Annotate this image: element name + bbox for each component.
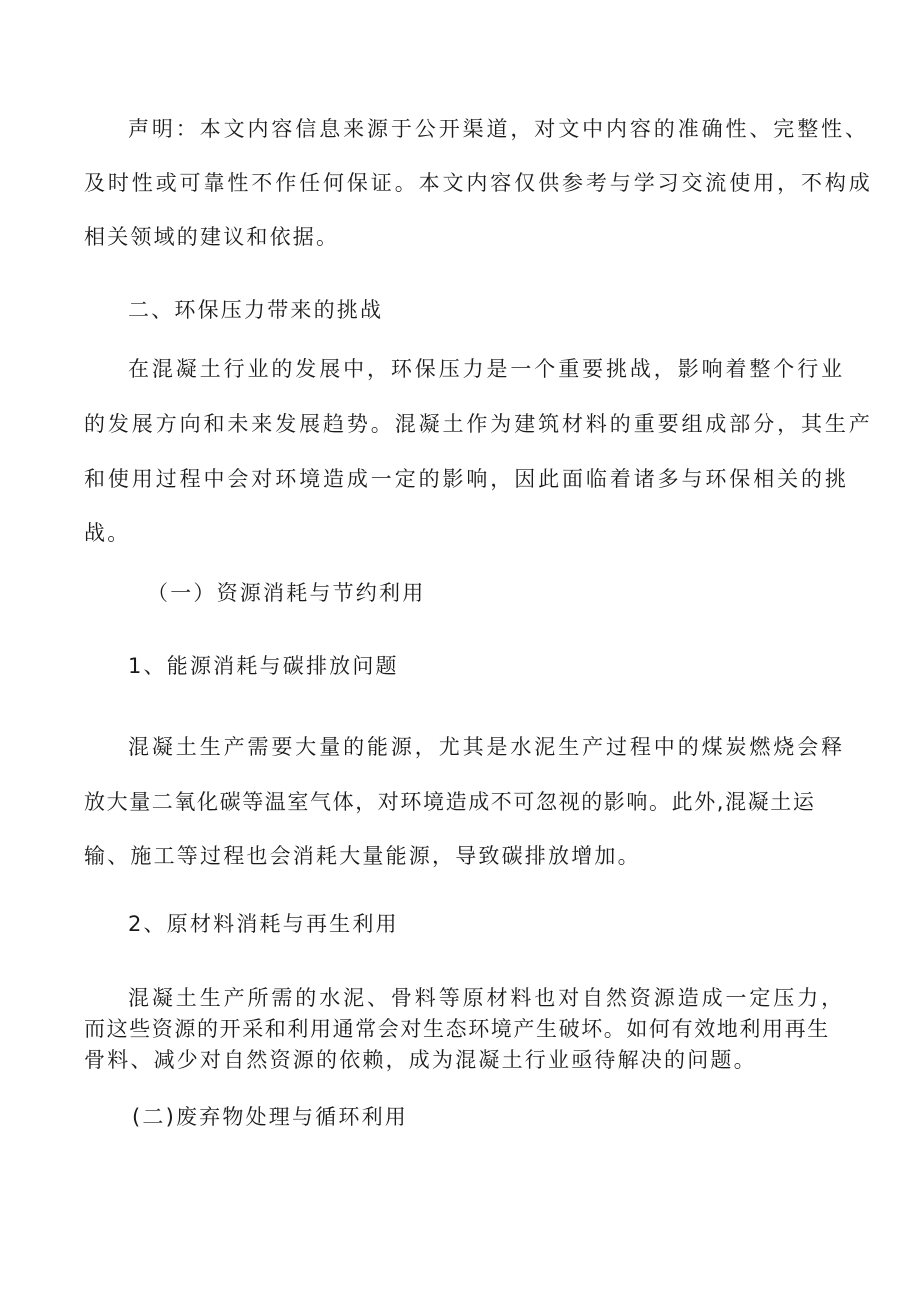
paragraph-line: 而这些资源的开采和利用通常会对生态环境产生破坏。如何有效地利用再生	[84, 1017, 830, 1041]
item-heading: 1、能源消耗与碳排放问题	[128, 654, 399, 678]
paragraph-line: 骨料、减少对自然资源的依赖，成为混凝土行业亟待解决的问题。	[84, 1048, 757, 1072]
paragraph-line: 放大量二氧化碳等温室气体，对环境造成不可忽视的影响。此外,混凝土运	[84, 790, 816, 814]
paragraph-line: 和使用过程中会对环境造成一定的影响，因此面临着诸多与环保相关的挑	[84, 467, 849, 491]
paragraph-line: 混凝土生产所需的水泥、骨料等原材料也对自然资源造成一定压力，	[128, 986, 845, 1010]
paragraph-line: 混凝土生产需要大量的能源，尤其是水泥生产过程中的煤炭燃烧会释	[128, 735, 845, 759]
paragraph-line: 输、施工等过程也会消耗大量能源，导致碳排放增加。	[84, 844, 641, 868]
paragraph-line: 在混凝土行业的发展中，环保压力是一个重要挑战，影响着整个行业	[128, 357, 845, 381]
disclaimer-line: 声明：本文内容信息来源于公开渠道，对文中内容的准确性、完整性、	[128, 117, 869, 141]
item-heading: 2、原材料消耗与再生利用	[128, 912, 399, 936]
disclaimer-line: 相关领域的建议和依据。	[84, 225, 340, 249]
section-heading: 二、环保压力带来的挑战	[128, 298, 384, 322]
paragraph-line: 的发展方向和未来发展趋势。混凝土作为建筑材料的重要组成部分，其生产	[84, 412, 873, 436]
disclaimer-line: 及时性或可靠性不作任何保证。本文内容仅供参考与学习交流使用，不构成	[84, 171, 873, 195]
subsection-heading: （一）资源消耗与节约利用	[147, 581, 426, 605]
subsection-heading: (二)废弃物处理与循环利用	[132, 1105, 408, 1129]
paragraph-line: 战。	[84, 521, 131, 545]
